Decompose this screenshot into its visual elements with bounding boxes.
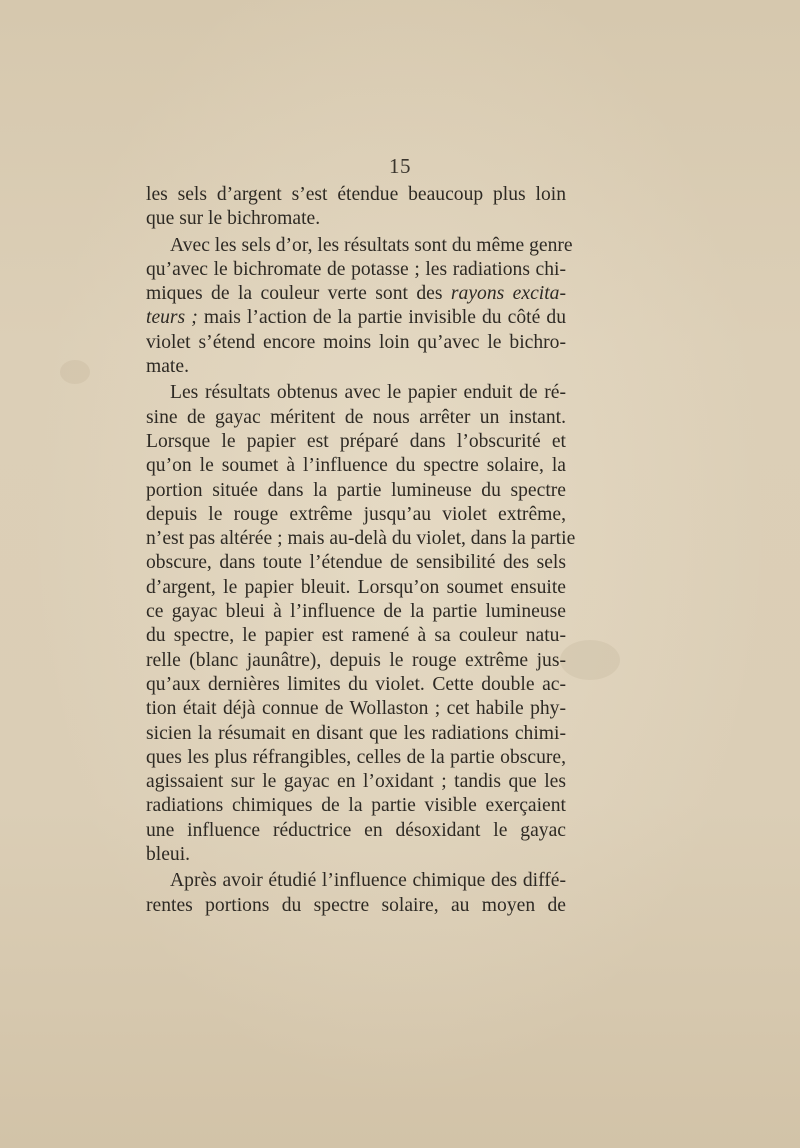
italic-text: teurs ; xyxy=(146,307,198,329)
text-run: miques de la couleur verte sont des xyxy=(146,283,451,305)
text-run: portion située dans la partie lumineuse du spectre xyxy=(146,479,566,501)
text-run: du spectre, le papier est ramené à sa couleur natu- xyxy=(146,625,566,647)
text-run: Lorsque le papier est préparé dans l’obscurité et xyxy=(146,430,566,452)
text-run: ce gayac bleui à l’influence de la partie lumineuse xyxy=(146,601,566,623)
text-run: depuis le rouge extrême jusqu’au violet extrême, xyxy=(146,503,566,525)
text-line xyxy=(146,794,566,818)
text-line xyxy=(146,430,566,454)
text-run: Les résultats obtenus avec le papier enduit de ré- xyxy=(170,382,566,404)
text-run: mate. xyxy=(146,356,189,378)
page-number: 15 xyxy=(389,154,411,178)
paragraph xyxy=(146,234,573,380)
text-line xyxy=(146,697,566,721)
text-run: Avec les sels d’or, les résultats sont du même genre xyxy=(170,234,573,256)
text-run: qu’avec le bichromate de potasse ; les radiations chi- xyxy=(146,258,566,280)
text-run: Après avoir étudié l’influence chimique des diffé- xyxy=(170,870,566,892)
text-run: tion était déjà connue de Wollaston ; cet habile phy- xyxy=(146,698,566,720)
text-line xyxy=(146,551,566,575)
text-run: obscure, dans toute l’étendue de sensibilité des sels xyxy=(146,552,566,574)
paragraph xyxy=(146,381,576,867)
paragraph xyxy=(146,869,566,918)
text-line xyxy=(146,479,566,503)
text-line xyxy=(146,258,566,282)
text-line xyxy=(146,624,566,648)
text-line xyxy=(146,746,566,770)
text-run: sine de gayac méritent de nous arrêter un instant. xyxy=(146,406,566,428)
text-run: que sur le bichromate. xyxy=(146,208,321,230)
italic-text: rayons excita- xyxy=(450,283,566,305)
text-line xyxy=(146,869,566,893)
text-line xyxy=(146,649,566,673)
body-text xyxy=(146,183,576,918)
text-line xyxy=(146,234,573,258)
text-line xyxy=(146,894,566,918)
text-line xyxy=(146,183,566,207)
text-run: bleui. xyxy=(146,844,191,866)
text-line xyxy=(146,306,566,330)
text-line xyxy=(146,722,566,746)
text-line xyxy=(146,331,566,355)
text-run: n’est pas altérée ; mais au-delà du violet, dans la partie xyxy=(146,528,576,550)
text-line xyxy=(146,843,566,867)
text-line xyxy=(146,406,566,430)
text-line xyxy=(146,381,566,405)
text-line xyxy=(146,503,566,527)
text-run: une influence réductrice en désoxidant le gayac xyxy=(146,819,566,841)
text-run: violet s’étend encore moins loin qu’avec le bichro- xyxy=(146,331,566,353)
text-line xyxy=(146,527,576,551)
text-run: agissaient sur le gayac en l’oxidant ; tandis que les xyxy=(146,771,566,793)
text-run: sicien la résumait en disant que les radiations chimi- xyxy=(146,722,566,744)
paper-stain xyxy=(560,640,620,680)
text-run: radiations chimiques de la partie visible exerçaient xyxy=(146,795,566,817)
text-line xyxy=(146,576,566,600)
text-line xyxy=(146,355,566,379)
text-line xyxy=(146,207,566,231)
text-line xyxy=(146,454,566,478)
text-run: d’argent, le papier bleuit. Lorsqu’on soumet ensuite xyxy=(146,576,566,598)
paragraph xyxy=(146,183,566,232)
text-line xyxy=(146,600,566,624)
text-run: ques les plus réfrangibles, celles de la partie obscure, xyxy=(146,746,566,768)
text-line xyxy=(146,819,566,843)
text-line xyxy=(146,673,566,697)
text-run: relle (blanc jaunâtre), depuis le rouge extrême jus- xyxy=(146,649,566,671)
text-run: mais l’action de la partie invisible du côté du xyxy=(197,307,566,329)
text-run: qu’on le soumet à l’influence du spectre solaire, la xyxy=(146,455,566,477)
text-run: les sels d’argent s’est étendue beaucoup plus loin xyxy=(146,184,566,205)
paper-stain xyxy=(60,360,90,384)
text-run: rentes portions du spectre solaire, au moyen de xyxy=(146,894,566,916)
text-line xyxy=(146,770,566,794)
text-run: qu’aux dernières limites du violet. Cette double ac- xyxy=(146,673,566,695)
text-line xyxy=(146,282,566,306)
